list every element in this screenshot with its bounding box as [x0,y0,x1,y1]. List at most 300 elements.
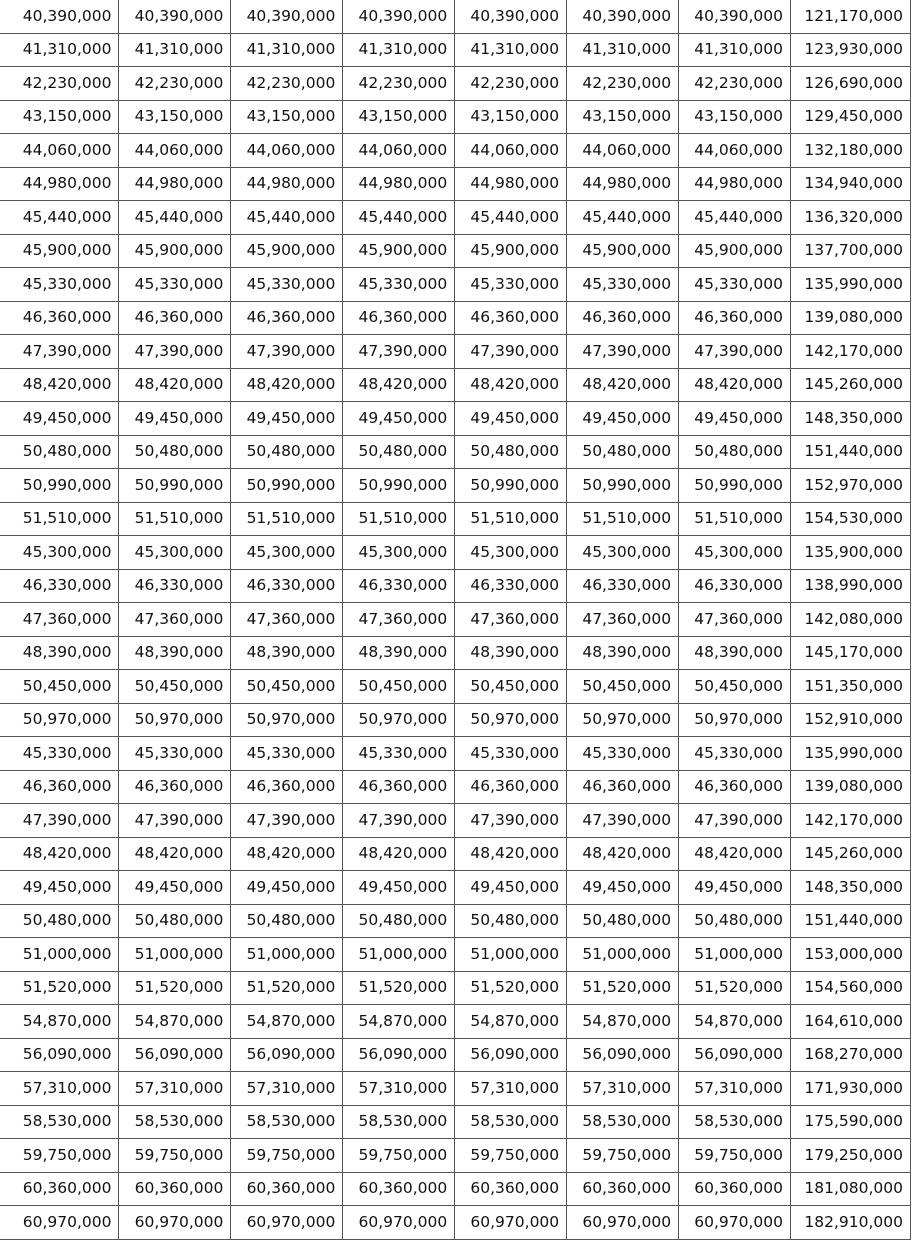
table-cell: 51,520,000 [455,971,567,1005]
table-cell: 50,450,000 [343,670,455,704]
table-cell: 46,360,000 [0,301,119,335]
table-cell: 50,480,000 [679,435,791,469]
table-cell: 45,330,000 [0,737,119,771]
table-cell: 51,520,000 [0,971,119,1005]
table-cell: 45,900,000 [0,234,119,268]
table-cell: 46,330,000 [343,569,455,603]
table-cell: 41,310,000 [679,33,791,67]
table-cell: 50,480,000 [567,904,679,938]
table-cell: 50,990,000 [231,469,343,503]
table-row [0,469,911,503]
total-cell: 175,590,000 [791,1105,911,1139]
table-cell: 54,870,000 [343,1005,455,1039]
table-cell: 49,450,000 [0,402,119,436]
table-cell: 44,980,000 [455,167,567,201]
total-cell: 151,440,000 [791,435,911,469]
total-cell: 148,350,000 [791,402,911,436]
table-cell: 41,310,000 [231,33,343,67]
table-cell: 51,510,000 [455,502,567,536]
table-cell: 56,090,000 [343,1038,455,1072]
table-cell: 59,750,000 [567,1139,679,1173]
table-cell: 50,480,000 [231,904,343,938]
table-cell: 44,060,000 [119,134,231,168]
table-cell: 42,230,000 [231,67,343,101]
table-cell: 44,980,000 [343,167,455,201]
table-cell: 50,970,000 [455,703,567,737]
table-cell: 47,390,000 [231,804,343,838]
table-cell: 48,390,000 [343,636,455,670]
total-cell: 139,080,000 [791,301,911,335]
table-cell: 57,310,000 [343,1072,455,1106]
table-cell: 51,000,000 [343,938,455,972]
table-row [0,268,911,302]
table-cell: 47,360,000 [343,603,455,637]
total-cell: 164,610,000 [791,1005,911,1039]
total-cell: 135,900,000 [791,536,911,570]
table-row [0,1139,911,1173]
table-cell: 43,150,000 [119,100,231,134]
table-cell: 57,310,000 [567,1072,679,1106]
table-cell: 42,230,000 [343,67,455,101]
table-cell: 50,480,000 [119,904,231,938]
table-cell: 44,980,000 [119,167,231,201]
table-cell: 51,510,000 [567,502,679,536]
table-cell: 47,390,000 [343,335,455,369]
table-cell: 49,450,000 [455,871,567,905]
table-cell: 48,390,000 [567,636,679,670]
table-row [0,1172,911,1206]
table-row [0,67,911,101]
table-cell: 59,750,000 [231,1139,343,1173]
table-cell: 48,420,000 [679,837,791,871]
table-cell: 45,330,000 [567,268,679,302]
table-cell: 56,090,000 [567,1038,679,1072]
table-cell: 47,390,000 [119,804,231,838]
total-cell: 135,990,000 [791,737,911,771]
table-cell: 51,520,000 [231,971,343,1005]
table-cell: 54,870,000 [231,1005,343,1039]
table-cell: 51,510,000 [231,502,343,536]
table-row [0,1105,911,1139]
table-cell: 58,530,000 [343,1105,455,1139]
table-cell: 51,510,000 [119,502,231,536]
table-cell: 57,310,000 [0,1072,119,1106]
table-cell: 50,480,000 [119,435,231,469]
table-cell: 45,330,000 [567,737,679,771]
table-row [0,871,911,905]
total-cell: 145,170,000 [791,636,911,670]
table-cell: 58,530,000 [119,1105,231,1139]
table-cell: 45,900,000 [567,234,679,268]
table-cell: 40,390,000 [231,0,343,33]
table-cell: 60,970,000 [679,1206,791,1240]
table-cell: 41,310,000 [343,33,455,67]
total-cell: 154,530,000 [791,502,911,536]
table-cell: 48,420,000 [343,368,455,402]
table-cell: 51,000,000 [567,938,679,972]
table-cell: 50,970,000 [567,703,679,737]
table-cell: 50,480,000 [455,904,567,938]
total-cell: 136,320,000 [791,201,911,235]
table-row [0,938,911,972]
table-cell: 46,360,000 [0,770,119,804]
table-row [0,837,911,871]
table-cell: 44,060,000 [0,134,119,168]
table-cell: 58,530,000 [455,1105,567,1139]
table-cell: 46,360,000 [231,301,343,335]
table-cell: 56,090,000 [455,1038,567,1072]
table-row [0,1206,911,1240]
table-cell: 51,520,000 [567,971,679,1005]
table-cell: 49,450,000 [0,871,119,905]
total-cell: 179,250,000 [791,1139,911,1173]
table-cell: 45,330,000 [119,268,231,302]
table-cell: 59,750,000 [0,1139,119,1173]
total-cell: 132,180,000 [791,134,911,168]
total-cell: 148,350,000 [791,871,911,905]
table-cell: 46,330,000 [231,569,343,603]
table-cell: 41,310,000 [567,33,679,67]
total-cell: 142,080,000 [791,603,911,637]
table-cell: 48,420,000 [455,837,567,871]
table-row [0,0,911,33]
table-cell: 50,480,000 [231,435,343,469]
table-cell: 48,390,000 [0,636,119,670]
table-row [0,737,911,771]
table-cell: 49,450,000 [679,402,791,436]
table-cell: 60,970,000 [0,1206,119,1240]
table-cell: 49,450,000 [455,402,567,436]
table-cell: 50,990,000 [567,469,679,503]
table-cell: 46,330,000 [679,569,791,603]
table-cell: 60,970,000 [231,1206,343,1240]
table-cell: 51,000,000 [679,938,791,972]
table-cell: 51,000,000 [119,938,231,972]
table-cell: 47,360,000 [0,603,119,637]
table-cell: 50,990,000 [455,469,567,503]
table-cell: 45,440,000 [343,201,455,235]
table-cell: 46,360,000 [119,770,231,804]
table-cell: 43,150,000 [0,100,119,134]
total-cell: 171,930,000 [791,1072,911,1106]
table-cell: 49,450,000 [343,871,455,905]
total-cell: 126,690,000 [791,67,911,101]
table-cell: 49,450,000 [119,402,231,436]
table-row [0,804,911,838]
total-cell: 123,930,000 [791,33,911,67]
table-cell: 46,360,000 [455,301,567,335]
table-cell: 43,150,000 [343,100,455,134]
table-cell: 58,530,000 [0,1105,119,1139]
table-cell: 60,360,000 [0,1172,119,1206]
table-cell: 50,480,000 [0,904,119,938]
table-row [0,569,911,603]
table-cell: 51,510,000 [679,502,791,536]
table-cell: 50,990,000 [119,469,231,503]
table-cell: 47,390,000 [679,804,791,838]
table-cell: 42,230,000 [0,67,119,101]
table-cell: 44,980,000 [679,167,791,201]
table-row [0,402,911,436]
total-cell: 151,440,000 [791,904,911,938]
table-cell: 50,480,000 [567,435,679,469]
table-cell: 49,450,000 [119,871,231,905]
table-cell: 60,970,000 [343,1206,455,1240]
table-row [0,603,911,637]
table-cell: 50,450,000 [679,670,791,704]
table-cell: 51,520,000 [119,971,231,1005]
table-cell: 46,360,000 [455,770,567,804]
table-cell: 45,440,000 [679,201,791,235]
table-cell: 51,000,000 [0,938,119,972]
table-cell: 48,420,000 [343,837,455,871]
table-cell: 45,900,000 [231,234,343,268]
table-cell: 47,360,000 [679,603,791,637]
table-row [0,33,911,67]
total-cell: 151,350,000 [791,670,911,704]
table-cell: 48,420,000 [679,368,791,402]
table-cell: 45,330,000 [455,268,567,302]
table-row [0,167,911,201]
table-cell: 49,450,000 [343,402,455,436]
table-cell: 46,330,000 [119,569,231,603]
table-cell: 57,310,000 [455,1072,567,1106]
table-cell: 49,450,000 [231,871,343,905]
table-cell: 54,870,000 [0,1005,119,1039]
total-cell: 142,170,000 [791,804,911,838]
table-cell: 46,330,000 [567,569,679,603]
table-cell: 44,060,000 [679,134,791,168]
table-cell: 45,300,000 [567,536,679,570]
table-cell: 41,310,000 [455,33,567,67]
table-cell: 48,420,000 [231,837,343,871]
table-cell: 45,900,000 [119,234,231,268]
total-cell: 145,260,000 [791,368,911,402]
table-cell: 46,360,000 [343,301,455,335]
table-cell: 56,090,000 [119,1038,231,1072]
table-cell: 41,310,000 [119,33,231,67]
table-cell: 42,230,000 [567,67,679,101]
table-cell: 47,390,000 [567,804,679,838]
total-cell: 181,080,000 [791,1172,911,1206]
table-row [0,636,911,670]
table-cell: 50,480,000 [343,435,455,469]
table-cell: 57,310,000 [119,1072,231,1106]
table-cell: 44,060,000 [343,134,455,168]
table-cell: 47,390,000 [231,335,343,369]
table-row [0,904,911,938]
total-cell: 137,700,000 [791,234,911,268]
table-cell: 45,440,000 [119,201,231,235]
table-cell: 45,330,000 [119,737,231,771]
table-cell: 60,970,000 [119,1206,231,1240]
table-cell: 46,360,000 [119,301,231,335]
table-cell: 60,360,000 [679,1172,791,1206]
table-cell: 45,300,000 [343,536,455,570]
table-cell: 58,530,000 [567,1105,679,1139]
table-cell: 40,390,000 [119,0,231,33]
table-cell: 54,870,000 [455,1005,567,1039]
table-cell: 45,300,000 [0,536,119,570]
table-cell: 45,330,000 [679,737,791,771]
table-row [0,100,911,134]
table-cell: 47,360,000 [119,603,231,637]
table-row [0,1038,911,1072]
table-cell: 45,300,000 [231,536,343,570]
table-row [0,234,911,268]
total-cell: 134,940,000 [791,167,911,201]
table-cell: 40,390,000 [567,0,679,33]
table-cell: 48,390,000 [455,636,567,670]
table-cell: 49,450,000 [567,402,679,436]
table-cell: 40,390,000 [343,0,455,33]
table-cell: 47,360,000 [567,603,679,637]
total-cell: 138,990,000 [791,569,911,603]
total-cell: 139,080,000 [791,770,911,804]
table-cell: 47,390,000 [455,335,567,369]
table-cell: 47,390,000 [119,335,231,369]
table-cell: 48,420,000 [567,368,679,402]
table-row [0,335,911,369]
table-cell: 50,990,000 [0,469,119,503]
table-cell: 50,450,000 [119,670,231,704]
table-cell: 50,480,000 [679,904,791,938]
table-cell: 54,870,000 [119,1005,231,1039]
table-cell: 46,330,000 [455,569,567,603]
total-cell: 142,170,000 [791,335,911,369]
table-cell: 60,360,000 [119,1172,231,1206]
table-cell: 54,870,000 [567,1005,679,1039]
total-cell: 135,990,000 [791,268,911,302]
table-cell: 47,360,000 [455,603,567,637]
table-cell: 50,450,000 [455,670,567,704]
table-cell: 57,310,000 [679,1072,791,1106]
table-cell: 56,090,000 [679,1038,791,1072]
table-cell: 48,390,000 [119,636,231,670]
table-cell: 46,330,000 [0,569,119,603]
total-cell: 129,450,000 [791,100,911,134]
table-cell: 51,520,000 [343,971,455,1005]
total-cell: 168,270,000 [791,1038,911,1072]
table-cell: 49,450,000 [231,402,343,436]
table-cell: 47,390,000 [679,335,791,369]
table-cell: 45,330,000 [231,737,343,771]
table-cell: 42,230,000 [679,67,791,101]
table-row [0,670,911,704]
table-cell: 40,390,000 [455,0,567,33]
table-row [0,703,911,737]
table-row [0,770,911,804]
table-cell: 50,480,000 [0,435,119,469]
table-cell: 45,440,000 [231,201,343,235]
table-cell: 42,230,000 [119,67,231,101]
table-row [0,201,911,235]
table-cell: 46,360,000 [231,770,343,804]
table-cell: 48,420,000 [455,368,567,402]
table-cell: 44,980,000 [0,167,119,201]
table-cell: 59,750,000 [119,1139,231,1173]
table-cell: 50,990,000 [343,469,455,503]
table-cell: 48,420,000 [567,837,679,871]
table-cell: 50,970,000 [343,703,455,737]
table-cell: 50,970,000 [679,703,791,737]
table-cell: 48,420,000 [119,368,231,402]
table-row [0,301,911,335]
table-cell: 43,150,000 [455,100,567,134]
table-cell: 56,090,000 [0,1038,119,1072]
table-cell: 40,390,000 [679,0,791,33]
table-cell: 58,530,000 [679,1105,791,1139]
table-cell: 45,300,000 [455,536,567,570]
table-cell: 45,300,000 [119,536,231,570]
table-cell: 48,420,000 [0,368,119,402]
table-cell: 50,450,000 [0,670,119,704]
table-cell: 60,970,000 [455,1206,567,1240]
table-cell: 48,420,000 [119,837,231,871]
table-cell: 43,150,000 [567,100,679,134]
table-cell: 42,230,000 [455,67,567,101]
table-cell: 45,330,000 [679,268,791,302]
table-cell: 45,440,000 [455,201,567,235]
table-cell: 60,970,000 [567,1206,679,1240]
table-cell: 46,360,000 [679,301,791,335]
table-cell: 44,060,000 [455,134,567,168]
total-cell: 182,910,000 [791,1206,911,1240]
table-cell: 47,390,000 [455,804,567,838]
table-cell: 47,390,000 [343,804,455,838]
table-cell: 45,330,000 [231,268,343,302]
table-cell: 46,360,000 [343,770,455,804]
table-cell: 44,060,000 [567,134,679,168]
table-row [0,435,911,469]
table-cell: 51,000,000 [455,938,567,972]
table-row [0,1072,911,1106]
table-cell: 45,330,000 [0,268,119,302]
table-cell: 50,450,000 [567,670,679,704]
table-cell: 47,360,000 [231,603,343,637]
table-cell: 47,390,000 [0,335,119,369]
table-cell: 49,450,000 [567,871,679,905]
table-cell: 43,150,000 [231,100,343,134]
table-cell: 60,360,000 [567,1172,679,1206]
table-row [0,971,911,1005]
table-cell: 45,300,000 [679,536,791,570]
table-cell: 45,900,000 [679,234,791,268]
table-cell: 50,970,000 [0,703,119,737]
table-cell: 47,390,000 [0,804,119,838]
total-cell: 152,910,000 [791,703,911,737]
table-cell: 50,480,000 [343,904,455,938]
table-cell: 50,970,000 [119,703,231,737]
table-cell: 44,060,000 [231,134,343,168]
table-cell: 43,150,000 [679,100,791,134]
table-row [0,502,911,536]
table-cell: 45,900,000 [343,234,455,268]
table-cell: 50,990,000 [679,469,791,503]
table-cell: 58,530,000 [231,1105,343,1139]
table-cell: 59,750,000 [679,1139,791,1173]
table-cell: 49,450,000 [679,871,791,905]
table-row [0,536,911,570]
total-cell: 152,970,000 [791,469,911,503]
table-cell: 50,970,000 [231,703,343,737]
table-cell: 51,520,000 [679,971,791,1005]
table-cell: 45,900,000 [455,234,567,268]
table-cell: 60,360,000 [455,1172,567,1206]
table-cell: 51,510,000 [343,502,455,536]
table-cell: 47,390,000 [567,335,679,369]
table-cell: 48,390,000 [679,636,791,670]
